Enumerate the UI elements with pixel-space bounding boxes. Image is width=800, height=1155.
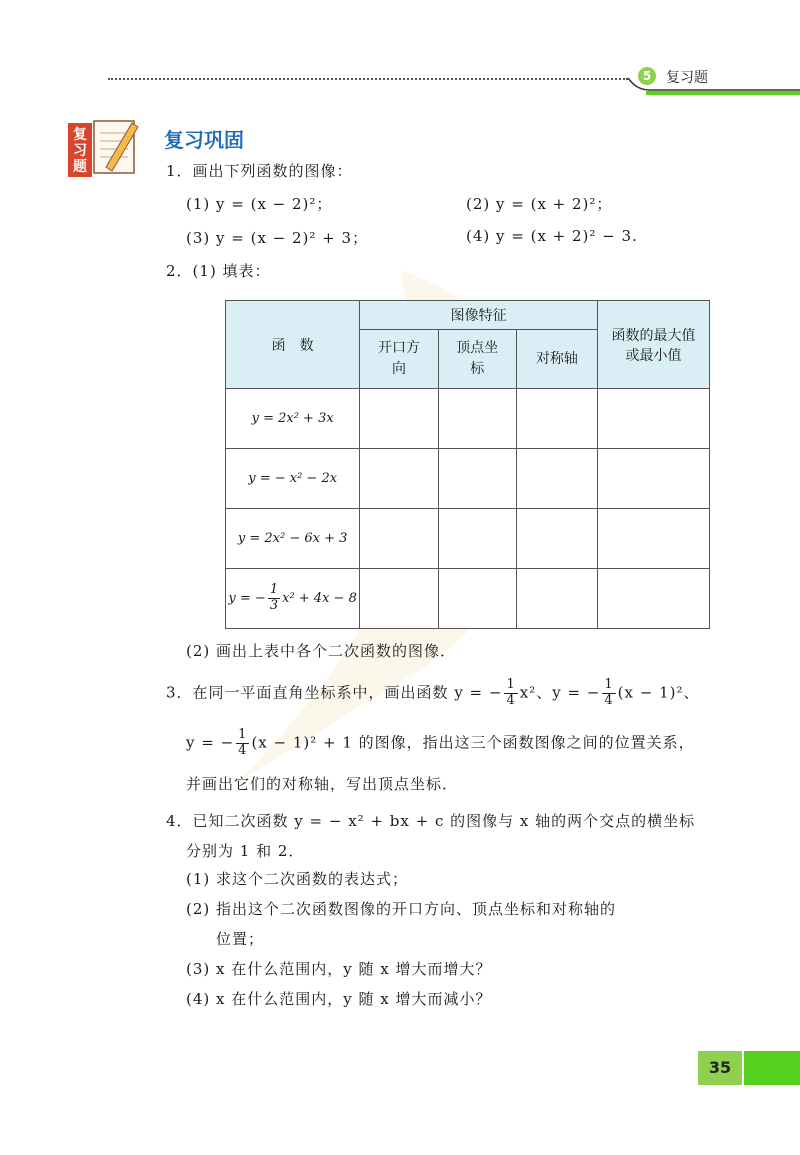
- answer-cell[interactable]: [597, 449, 709, 509]
- q1-item-2: (2) y = (x + 2)²；: [466, 195, 613, 213]
- header-dotted-line: [108, 78, 628, 80]
- answer-cell[interactable]: [438, 509, 516, 569]
- answer-cell[interactable]: [597, 389, 709, 449]
- answer-cell[interactable]: [360, 509, 438, 569]
- page-number: 35: [698, 1051, 742, 1085]
- chapter-number-badge: 5: [638, 67, 656, 85]
- answer-cell[interactable]: [438, 449, 516, 509]
- q4-sub-1: (1) 求这个二次函数的表达式；: [186, 870, 409, 888]
- answer-cell[interactable]: [360, 449, 438, 509]
- col-header-vertex: 顶点坐标: [438, 330, 516, 389]
- q4-sub-4: (4) x 在什么范围内，y 随 x 增大而减小？: [186, 990, 492, 1008]
- table-row: [226, 509, 710, 569]
- q1-stem: 1．画出下列函数的图像：: [166, 162, 353, 180]
- answer-cell[interactable]: [516, 449, 597, 509]
- page-number-strip: [744, 1051, 800, 1085]
- col-header-function: 函 数: [226, 301, 360, 389]
- q3-line-2: y = − $\frac{1}{4}$ (x − 1)² + 1 的图像，指出这三个函数图像之间的位置关系，: [186, 727, 695, 758]
- fraction: $\frac{1}{3}$: [269, 582, 279, 613]
- answer-cell[interactable]: [516, 509, 597, 569]
- table-row: [226, 569, 710, 629]
- q1-item-4: (4) y = (x + 2)² − 3.: [466, 227, 638, 245]
- review-badge-icon: [66, 117, 142, 183]
- col-header-opening: 开口方向: [360, 330, 438, 389]
- function-cell: y = − x² − 2x: [226, 449, 360, 509]
- col-group-graph-features: 图像特征: [360, 301, 598, 330]
- q1-item-1: (1) y = (x − 2)²；: [186, 195, 333, 213]
- q2-sub2: (2) 画出上表中各个二次函数的图像．: [186, 642, 457, 660]
- function-cell: [226, 569, 360, 629]
- answer-cell[interactable]: [597, 569, 709, 629]
- q4-line-1: 4．已知二次函数 y = − x² + bx + c 的图像与 x 轴的两个交点的横坐标: [166, 812, 696, 830]
- q2-stem: 2．(1) 填表：: [166, 262, 271, 280]
- answer-cell[interactable]: [597, 509, 709, 569]
- function-cell: y = 2x² + 3x: [226, 389, 360, 449]
- table-row: [226, 389, 710, 449]
- q4-sub-2: (2) 指出这个二次函数图像的开口方向、顶点坐标和对称轴的: [186, 900, 617, 918]
- function-cell: y = 2x² − 6x + 3: [226, 509, 360, 569]
- q4-line-2: 分别为 1 和 2．: [186, 842, 305, 860]
- answer-cell[interactable]: [438, 569, 516, 629]
- col-header-axis: 对称轴: [516, 330, 597, 389]
- answer-cell[interactable]: [360, 569, 438, 629]
- q3-line-1: 3．在同一平面直角坐标系中，画出函数 y = − $\frac{1}{4}$ x²、y = − $\frac{1}{4}$ (x − 1)²、: [166, 677, 700, 708]
- fraction: $\frac{1}{4}$: [604, 677, 614, 708]
- answer-cell[interactable]: [438, 389, 516, 449]
- answer-cell[interactable]: [360, 389, 438, 449]
- section-title: 复习巩固: [164, 128, 244, 152]
- function-part: x² + 4x − 8: [282, 591, 357, 606]
- answer-cell[interactable]: [516, 569, 597, 629]
- answer-cell[interactable]: [516, 389, 597, 449]
- q4-sub-2-cont: 位置；: [216, 930, 265, 948]
- badge-text: [73, 126, 87, 175]
- fraction: $\frac{1}{4}$: [238, 727, 248, 758]
- header-title: 复习题: [666, 70, 708, 86]
- fill-in-table: [225, 300, 710, 629]
- col-header-extreme: 函数的最大值或最小值: [597, 301, 709, 389]
- svg-text:复: 复: [73, 127, 87, 143]
- svg-text:题: 题: [73, 159, 87, 175]
- q4-sub-3: (3) x 在什么范围内，y 随 x 增大而增大？: [186, 960, 492, 978]
- svg-text:习: 习: [73, 143, 87, 159]
- q3-line-3: 并画出它们的对称轴，写出顶点坐标．: [186, 775, 459, 793]
- fraction: $\frac{1}{4}$: [506, 677, 516, 708]
- function-part: y = −: [228, 591, 266, 606]
- q1-item-3: (3) y = (x − 2)² + 3；: [186, 229, 369, 247]
- table-row: [226, 449, 710, 509]
